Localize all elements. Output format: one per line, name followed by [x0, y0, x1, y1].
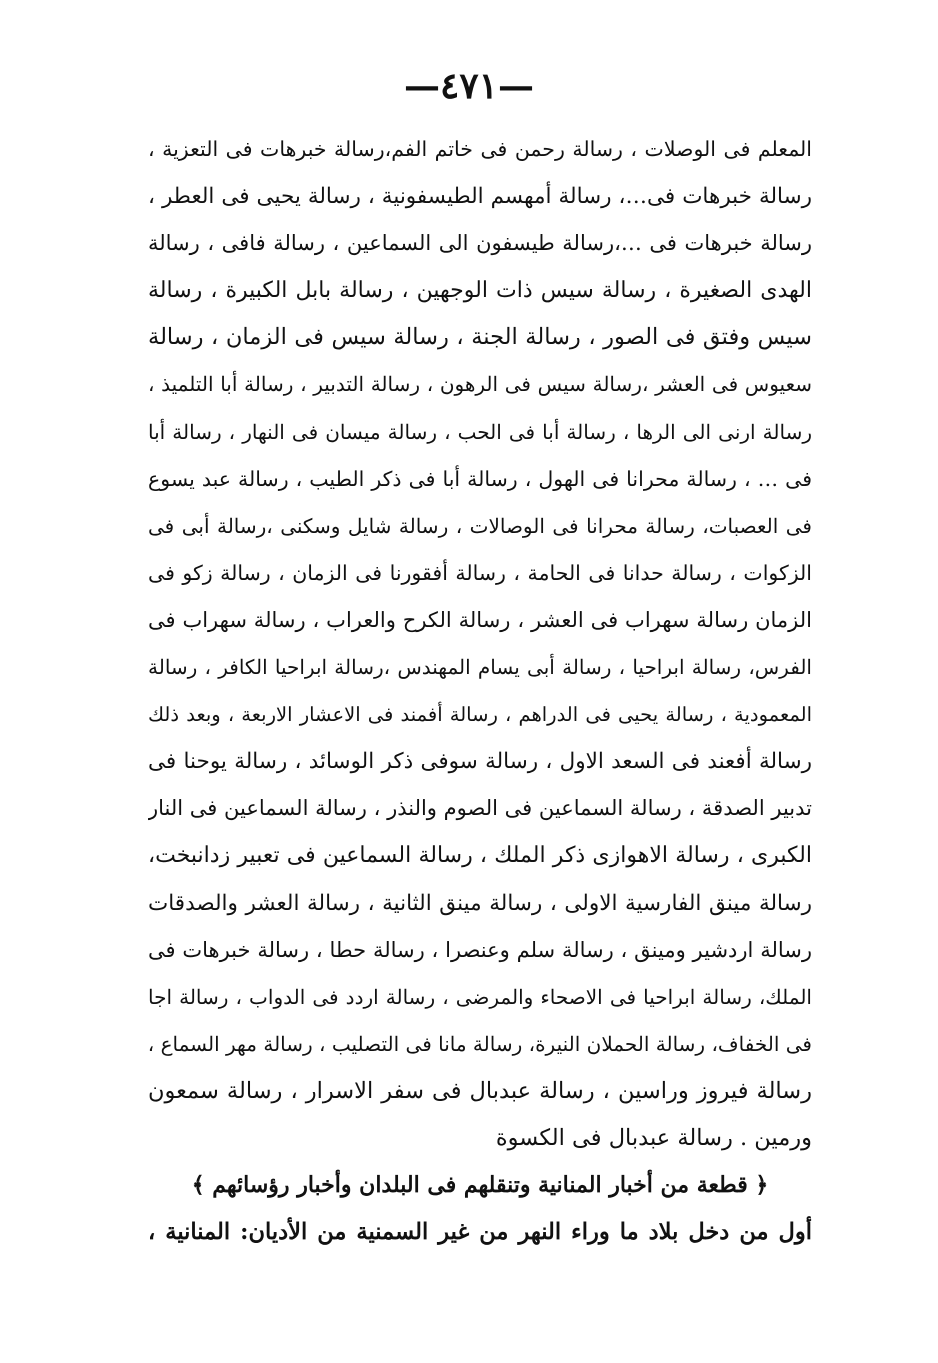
text-line: رسالة ارنى الى الرها ، رسالة أبا فى الحب ، رسالة ميسان فى النهار ، رسالة أبا: [148, 419, 812, 444]
page-number: —٤٧١—: [403, 65, 534, 107]
text-line: الزكوات ، رسالة حدانا فى الحامة ، رسالة أفقورنا فى الزمان ، رسالة زكو فى: [148, 560, 812, 585]
text-line: رسالة خبرهات فى …،رسالة طيسفون الى السماعين ، رسالة فافى ، رسالة: [148, 231, 812, 256]
text-line: ورمين . رسالة عبدبال فى الكسوة: [495, 1124, 812, 1151]
section-first-line: أول من دخل بلاد ما وراء النهر من غير السمنية من الأديان: المنانية ،: [148, 1219, 812, 1246]
text-line: الملك، رسالة ابراحيا فى الاصحاء والمرضى ، رسالة اردد فى الدواب ، رسالة اجا: [148, 984, 812, 1009]
section-heading: ﴿ قطعة من أخبار المنانية وتنقلهم فى البلدان وأخبار رؤسائهم ﴾: [191, 1172, 769, 1199]
text-line: فى … ، رسالة محرانا فى الهول ، رسالة أبا فى ذكر الطيب ، رسالة عبد يسوع: [148, 466, 812, 491]
text-line: الهدى الصغيرة ، رسالة سيس ذات الوجهين ، رسالة بابل الكبيرة ، رسالة: [148, 278, 812, 304]
text-line: رسالة فيروز وراسين ، رسالة عبدبال فى سفر الاسرار ، رسالة سمعون: [148, 1077, 812, 1104]
text-line: سيس وفتق فى الصور ، رسالة الجنة ، رسالة سيس فى الزمان ، رسالة: [148, 324, 812, 351]
text-line: الكبرى ، رسالة الاهوازى ذكر الملك ، رسالة السماعين فى تعبير زدانبخت،: [148, 843, 812, 869]
text-line: رسالة اردشير ومينق ، رسالة سلم وعنصرا ، رسالة حطا ، رسالة خبرهات فى: [148, 937, 812, 962]
text-line: رسالة أفعند فى السعد الاول ، رسالة سوفى ذكر الوسائد ، رسالة يوحنا فى: [148, 749, 812, 775]
text-line: المعمودية ، رسالة يحيى فى الدراهم ، رسالة أفمند فى الاعشار الاربعة ، وبعد ذلك: [148, 703, 812, 727]
text-line: تدبير الصدقة ، رسالة السماعين فى الصوم والنذر ، رسالة السماعين فى النار: [148, 796, 812, 821]
text-line: فى العصبات، رسالة محرانا فى الوصالات ، رسالة شايل وسكنى ،رسالة أبى فى: [148, 513, 812, 538]
text-line: الفرس، رسالة ابراحيا ، رسالة أبى يسام المهندس ،رسالة ابراحيا الكافر ، رسالة: [148, 655, 812, 680]
text-line: رسالة مينق الفارسية الاولى ، رسالة مينق الثانية ، رسالة العشر والصدقات: [148, 890, 812, 916]
body-text: [148, 126, 812, 1256]
text-line: رسالة خبرهات فى…، رسالة أمهسم الطيسفونية ، رسالة يحيى فى العطر ،: [148, 184, 812, 210]
text-line: المعلم فى الوصلات ، رسالة رحمن فى خاتم الفم،رسالة خبرهات فى التعزية ،: [148, 137, 812, 161]
text-line: الزمان رسالة سهراب فى العشر ، رسالة الكرح والعراب ، رسالة سهراب فى: [148, 607, 812, 632]
text-line: سعيوس فى العشر ،رسالة سيس فى الرهون ، رسالة التدبير ، رسالة أبا التلميذ ،: [148, 372, 812, 397]
text-line: فى الخفاف، رسالة الحملان النيرة، رسالة مانا فى التصليب ، رسالة مهر السماع ،: [148, 1031, 812, 1056]
